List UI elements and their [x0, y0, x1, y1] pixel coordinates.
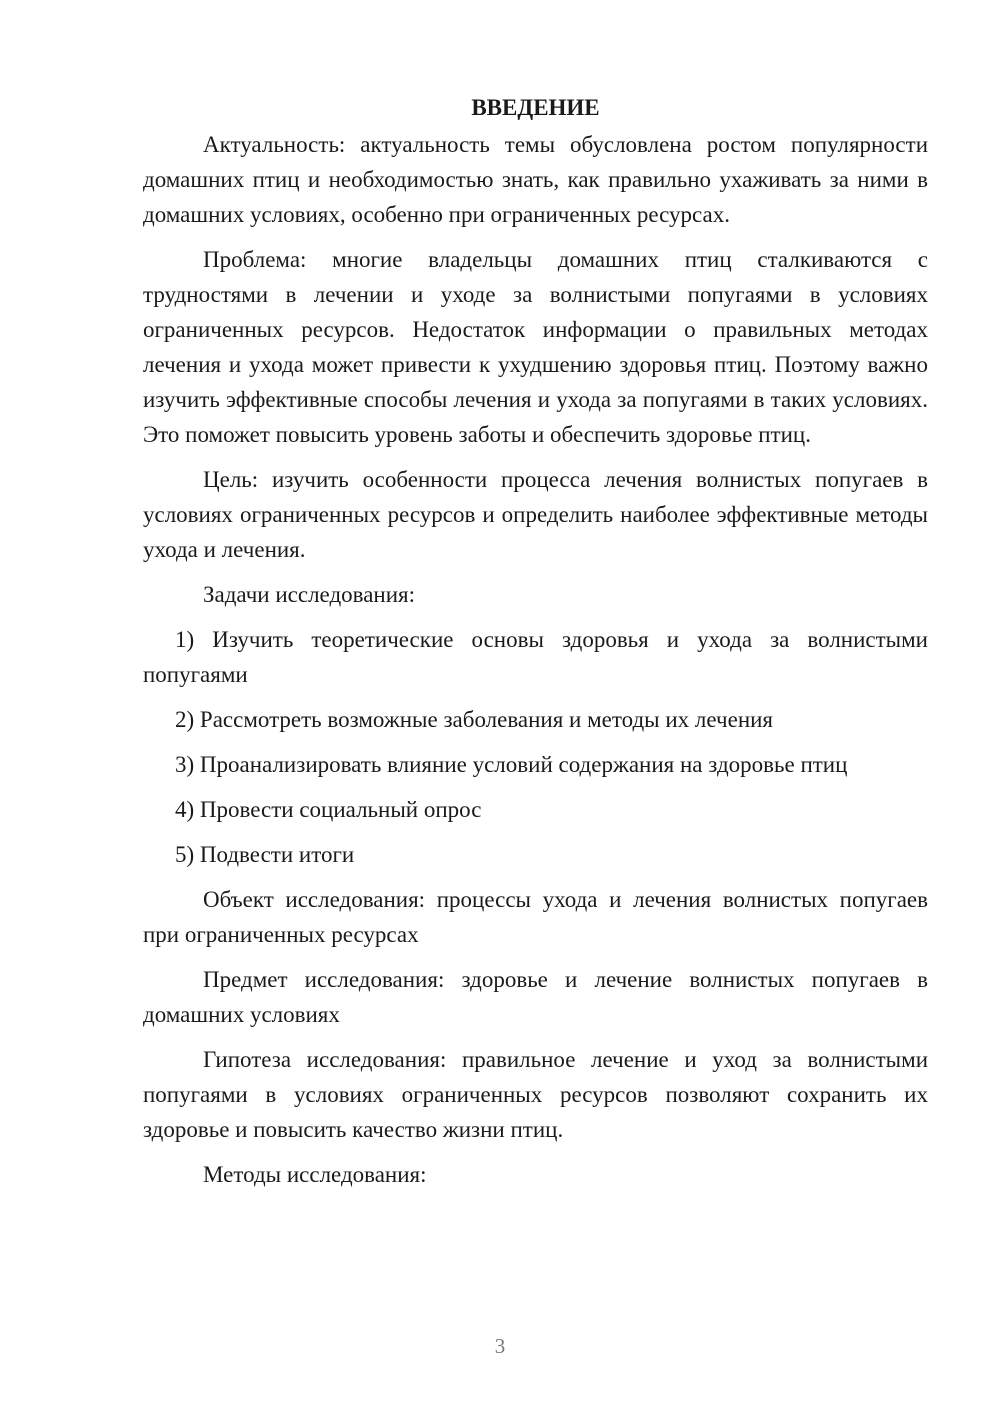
- paragraph-hypothesis: Гипотеза исследования: правильное лечение и уход за волнистыми попугаями в условиях ограниченных ресурсов позволяют сохранить их здоровье и повысить качество жизни птиц.: [143, 1047, 928, 1142]
- task-item-4: 4) Провести социальный опрос: [175, 797, 482, 822]
- task-item-5: 5) Подвести итоги: [175, 842, 355, 867]
- paragraph-tasks-heading: Задачи исследования:: [203, 582, 416, 607]
- task-item-2: 2) Рассмотреть возможные заболевания и методы их лечения: [175, 707, 774, 732]
- paragraph-subject: Предмет исследования: здоровье и лечение волнистых попугаев в домашних условиях: [143, 967, 928, 1027]
- section-title: ВВЕДЕНИЕ: [471, 95, 600, 120]
- document-page: [143, 90, 928, 1202]
- paragraph-relevance: Актуальность: актуальность темы обусловлена ростом популярности домашних птиц и необходимостью знать, как правильно ухаживать за ними в домашних условиях, особенно при ограниченных ресурсах.: [143, 132, 928, 227]
- task-item-3: 3) Проанализировать влияние условий содержания на здоровье птиц: [175, 752, 848, 777]
- paragraph-methods-heading: Методы исследования:: [203, 1162, 427, 1187]
- page-number: 3: [494, 1334, 506, 1358]
- paragraph-goal: Цель: изучить особенности процесса лечения волнистых попугаев в условиях ограниченных ресурсов и определить наиболее эффективные методы ухода и лечения.: [143, 467, 928, 562]
- task-item-1: 1) Изучить теоретические основы здоровья и ухода за волнистыми попугаями: [143, 627, 928, 687]
- paragraph-problem: Проблема: многие владельцы домашних птиц сталкиваются с трудностями в лечении и уходе за волнистыми попугаями в условиях ограниченных ресурсов. Недостаток информации о правильных методах лечения и ухода может привести к ухудшению здоровья птиц. Поэтому важно изучить эффективные способы лечения и ухода за попугаями в таких условиях. Это поможет повысить уровень заботы и обеспечить здоровье птиц.: [143, 247, 928, 447]
- paragraph-object: Объект исследования: процессы ухода и лечения волнистых попугаев при ограниченных ресурсах: [143, 887, 928, 947]
